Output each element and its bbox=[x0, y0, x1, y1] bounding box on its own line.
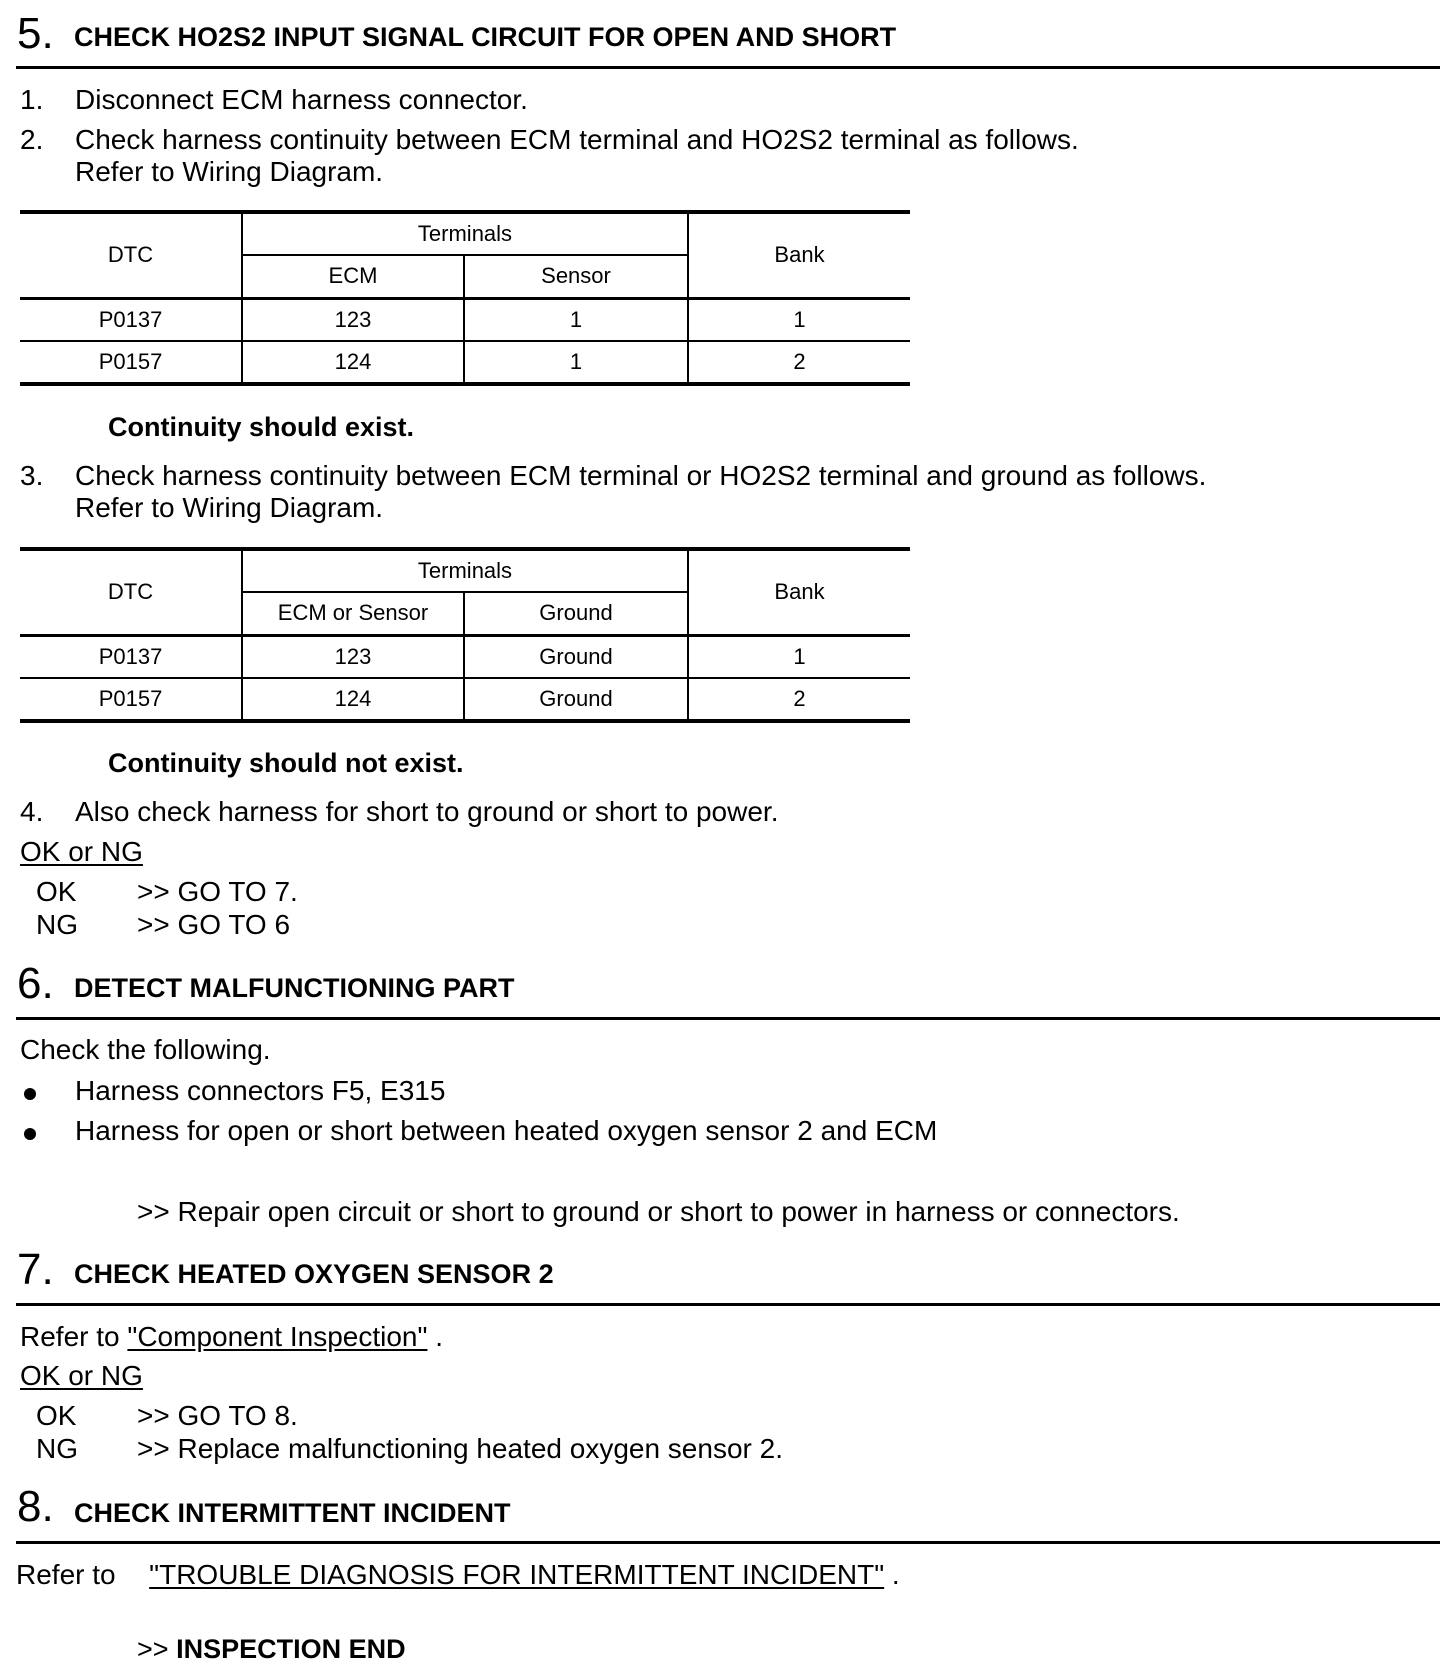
step-7-ok-ng-heading: OK or NG bbox=[20, 1360, 143, 1391]
step-6-bullet-2: Harness for open or short between heated oxygen sensor 2 and ECM bbox=[75, 1115, 938, 1146]
step-8-refer-suffix: . bbox=[891, 1559, 900, 1590]
step-7-ok-action: >> GO TO 8. bbox=[137, 1400, 298, 1431]
table-row bbox=[20, 678, 910, 721]
step-7-number: 7. bbox=[17, 1245, 54, 1294]
inspection-end bbox=[137, 1636, 406, 1663]
step-5-item-3-text: Check harness continuity between ECM terminal or HO2S2 terminal and ground as follows. bbox=[75, 460, 1207, 491]
table2-row1-dtc: P0137 bbox=[20, 635, 242, 678]
step-6-title: DETECT MALFUNCTIONING PART bbox=[74, 973, 515, 1003]
step-6-number: 6. bbox=[17, 959, 54, 1008]
step-7-reference bbox=[20, 1323, 443, 1351]
step-5-item-3-reference: Refer to Wiring Diagram. bbox=[75, 492, 384, 523]
table1-row1-sensor: 1 bbox=[464, 298, 688, 341]
table1-row2-dtc: P0157 bbox=[20, 341, 242, 384]
table2-row1-bank: 1 bbox=[793, 643, 806, 669]
inspection-end-prefix: >> bbox=[137, 1634, 169, 1664]
step-6-intro: Check the following. bbox=[20, 1034, 271, 1065]
table2-row2-ecm: 124 bbox=[242, 678, 464, 721]
step-5-title: CHECK HO2S2 INPUT SIGNAL CIRCUIT FOR OPEN AND SHORT bbox=[74, 22, 897, 52]
step-8-divider bbox=[16, 1541, 1440, 1544]
table2-row1-ground: Ground bbox=[464, 635, 688, 678]
step-7-ng-action: >> Replace malfunctioning heated oxygen sensor 2. bbox=[137, 1433, 783, 1464]
step-5-item-1-number: 1. bbox=[20, 84, 44, 115]
table1-row1-ecm: 123 bbox=[242, 298, 464, 341]
step-5-number: 5. bbox=[17, 9, 54, 58]
step-5-ng-action: >> GO TO 6 bbox=[137, 909, 291, 940]
step-6-bullet-1: Harness connectors F5, E315 bbox=[75, 1075, 446, 1106]
table1-dtc-header: DTC bbox=[20, 212, 242, 298]
table2-ground-header: Ground bbox=[464, 592, 688, 635]
continuity-not-exist-note: Continuity should not exist. bbox=[108, 748, 464, 778]
step-5-ok-label: OK bbox=[36, 876, 77, 907]
table2-terminals-header: Terminals bbox=[242, 549, 688, 592]
step-5-ok-action: >> GO TO 7. bbox=[137, 876, 298, 907]
table2-row1-ecm: 123 bbox=[242, 635, 464, 678]
table2-bank-header: Bank bbox=[688, 549, 910, 635]
step-5-item-3-number: 3. bbox=[20, 460, 44, 491]
intermittent-incident-link[interactable]: "TROUBLE DIAGNOSIS FOR INTERMITTENT INCIDENT" bbox=[149, 1559, 885, 1590]
step-5-item-1-text: Disconnect ECM harness connector. bbox=[75, 84, 528, 115]
table2-row2-ground: Ground bbox=[464, 678, 688, 721]
step-7-ok-label: OK bbox=[36, 1400, 77, 1431]
table1-row1-dtc: P0137 bbox=[20, 298, 242, 341]
table1-sensor-header: Sensor bbox=[464, 255, 688, 298]
table1-row2-bank: 2 bbox=[688, 341, 910, 384]
table2-row2-bank: 2 bbox=[688, 678, 910, 721]
step-6-divider bbox=[16, 1017, 1440, 1020]
inspection-end-label: INSPECTION END bbox=[176, 1634, 406, 1664]
step-5-item-2-number: 2. bbox=[20, 124, 44, 155]
table2-row2-dtc: P0157 bbox=[20, 678, 242, 721]
bullet-icon bbox=[24, 1128, 36, 1140]
step-5-item-4-number: 4. bbox=[20, 796, 44, 827]
table2-dtc-header: DTC bbox=[20, 549, 242, 635]
step-5-divider bbox=[16, 66, 1440, 69]
step-7-title: CHECK HEATED OXYGEN SENSOR 2 bbox=[74, 1259, 554, 1289]
continuity-exist-note: Continuity should exist. bbox=[108, 412, 415, 442]
step-8-reference bbox=[16, 1561, 900, 1589]
step-8-title: CHECK INTERMITTENT INCIDENT bbox=[74, 1498, 511, 1528]
step-5-item-2-text: Check harness continuity between ECM terminal and HO2S2 terminal as follows. bbox=[75, 124, 1079, 155]
continuity-table-ground bbox=[20, 547, 910, 723]
continuity-table-terminals bbox=[20, 210, 910, 386]
step-5-ok-ng-heading: OK or NG bbox=[20, 836, 143, 867]
step-7-divider bbox=[16, 1303, 1440, 1306]
table1-terminals-header: Terminals bbox=[242, 212, 688, 255]
table1-ecm-header: ECM bbox=[242, 255, 464, 298]
step-7-ng-label: NG bbox=[36, 1433, 78, 1464]
table2-ecm-sensor-header: ECM or Sensor bbox=[242, 592, 464, 635]
step-8-number: 8. bbox=[17, 1482, 54, 1531]
step-5-item-2-reference: Refer to Wiring Diagram. bbox=[75, 156, 384, 187]
table1-row2-sensor: 1 bbox=[464, 341, 688, 384]
component-inspection-link[interactable]: "Component Inspection" bbox=[127, 1321, 428, 1352]
table-row bbox=[20, 341, 910, 384]
step-5-ng-label: NG bbox=[36, 909, 78, 940]
step-5-item-4-text: Also check harness for short to ground or short to power. bbox=[75, 796, 779, 827]
step-7-refer-suffix: . bbox=[435, 1321, 444, 1352]
table-row bbox=[20, 298, 910, 341]
step-6-action: >> Repair open circuit or short to ground or short to power in harness or connectors. bbox=[137, 1196, 1180, 1227]
step-8-refer-prefix: Refer to bbox=[16, 1559, 116, 1590]
table-row bbox=[20, 635, 910, 678]
table1-row2-ecm: 124 bbox=[242, 341, 464, 384]
bullet-icon bbox=[24, 1088, 36, 1100]
table1-bank-header: Bank bbox=[688, 212, 910, 298]
step-7-refer-prefix: Refer to bbox=[20, 1321, 120, 1352]
table1-row1-bank: 1 bbox=[793, 306, 806, 332]
